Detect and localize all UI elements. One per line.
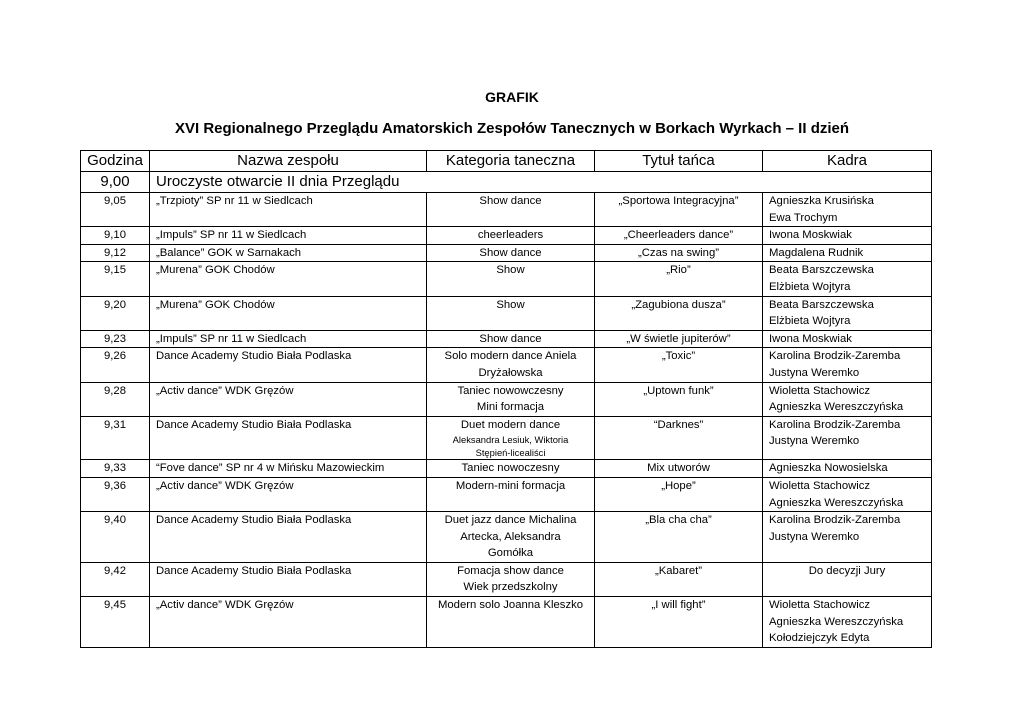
dance-title-cell: „Bla cha cha” — [595, 512, 763, 563]
cell-line: Agnieszka Wereszczyńska — [769, 401, 904, 414]
team-cell: „Activ dance” WDK Gręzów — [150, 597, 427, 648]
team-cell: „Balance” GOK w Sarnakach — [150, 244, 427, 262]
cell-line: Wioletta Stachowicz — [769, 599, 871, 612]
table-row — [81, 348, 932, 382]
dance-title-cell: “Darknes” — [595, 416, 763, 460]
table-row — [81, 262, 932, 296]
cell-line: Kołodziejczyk Edyta — [769, 632, 870, 645]
category-cell — [427, 416, 595, 460]
cell-line: Stępień-licealiści — [475, 447, 546, 459]
cell-line: Show — [496, 298, 525, 311]
time-cell: 9,33 — [81, 460, 150, 478]
opening-text: Uroczyste otwarcie II dnia Przeglądu — [150, 172, 932, 193]
category-cell — [427, 512, 595, 563]
cell-line: Modern-mini formacja — [455, 479, 566, 492]
table-row — [81, 330, 932, 348]
category-cell — [427, 460, 595, 478]
team-cell: „Activ dance” WDK Gręzów — [150, 477, 427, 511]
time-cell: 9,40 — [81, 512, 150, 563]
cell-line: Fomacja show dance — [457, 564, 564, 577]
header-category: Kategoria taneczna — [427, 151, 595, 172]
staff-cell — [763, 348, 932, 382]
category-cell — [427, 562, 595, 596]
team-cell: „Activ dance” WDK Gręzów — [150, 382, 427, 416]
staff-cell — [763, 227, 932, 245]
staff-cell — [763, 477, 932, 511]
cell-line: Justyna Weremko — [769, 530, 860, 543]
opening-row — [81, 172, 932, 193]
team-cell: „Trzpioty” SP nr 11 w Siedlcach — [150, 193, 427, 227]
table-row — [81, 382, 932, 416]
dance-title-cell: „Hope” — [595, 477, 763, 511]
time-cell: 9,23 — [81, 330, 150, 348]
document-title: GRAFIK — [485, 89, 539, 105]
staff-cell — [763, 296, 932, 330]
cell-line: Dryżałowska — [478, 366, 543, 379]
cell-line: Modern solo Joanna Kleszko — [437, 599, 584, 612]
cell-line: Iwona Moskwiak — [769, 332, 852, 345]
category-cell — [427, 330, 595, 348]
category-cell — [427, 597, 595, 648]
time-cell: 9,26 — [81, 348, 150, 382]
cell-line: Iwona Moskwiak — [769, 229, 852, 242]
dance-title-cell: „Toxic” — [595, 348, 763, 382]
cell-line: Agnieszka Krusińska — [769, 195, 874, 207]
header-dance-title: Tytuł tańca — [595, 151, 763, 172]
staff-cell — [763, 262, 932, 296]
dance-title-cell: „I will fight” — [595, 597, 763, 648]
table-row — [81, 597, 932, 648]
cell-line: Solo modern dance Aniela — [444, 350, 577, 363]
staff-cell — [763, 512, 932, 563]
time-cell: 9,10 — [81, 227, 150, 245]
table-row — [81, 416, 932, 460]
cell-line: Justyna Weremko — [769, 366, 860, 379]
cell-line: Show — [496, 264, 525, 277]
dance-title-cell: „Uptown funk” — [595, 382, 763, 416]
team-cell: Dance Academy Studio Biała Podlaska — [150, 416, 427, 460]
category-cell — [427, 348, 595, 382]
cell-line: cheerleaders — [477, 229, 544, 242]
staff-cell — [763, 382, 932, 416]
staff-cell — [763, 597, 932, 648]
document-subtitle: XVI Regionalnego Przeglądu Amatorskich Zespołów Tanecznych w Borkach Wyrkach – II dzień — [174, 120, 850, 137]
cell-line: Duet modern dance — [460, 418, 561, 431]
table-row — [81, 512, 932, 563]
time-cell: 9,12 — [81, 244, 150, 262]
cell-line: Wioletta Stachowicz — [769, 384, 871, 397]
team-cell: „Impuls” SP nr 11 w Siedlcach — [150, 227, 427, 245]
opening-time: 9,00 — [81, 172, 150, 193]
cell-line: Elżbieta Wojtyra — [769, 280, 851, 293]
table-row — [81, 227, 932, 245]
category-cell — [427, 227, 595, 245]
dance-title-cell: „Sportowa Integracyjna” — [595, 193, 763, 227]
team-cell: Dance Academy Studio Biała Podlaska — [150, 562, 427, 596]
cell-line: Karolina Brodzik-Zaremba — [769, 350, 901, 363]
time-cell: 9,42 — [81, 562, 150, 596]
cell-line: Agnieszka Wereszczyńska — [769, 615, 904, 628]
category-cell — [427, 382, 595, 416]
cell-line: Karolina Brodzik-Zaremba — [769, 418, 901, 431]
staff-cell — [763, 460, 932, 478]
time-cell: 9,45 — [81, 597, 150, 648]
dance-title-cell: „Cheerleaders dance” — [595, 227, 763, 245]
cell-line: Elżbieta Wojtyra — [769, 315, 851, 328]
cell-line: Show dance — [479, 246, 542, 259]
cell-line: Wiek przedszkolny — [463, 581, 558, 594]
staff-cell — [763, 244, 932, 262]
team-cell: Dance Academy Studio Biała Podlaska — [150, 348, 427, 382]
category-cell — [427, 477, 595, 511]
cell-line: Wioletta Stachowicz — [769, 479, 871, 492]
team-cell: „Murena” GOK Chodów — [150, 296, 427, 330]
cell-line: Agnieszka Wereszczyńska — [769, 496, 904, 509]
team-cell: „Murena” GOK Chodów — [150, 262, 427, 296]
dance-title-cell: „W świetle jupiterów” — [595, 330, 763, 348]
cell-line: Duet jazz dance Michalina — [444, 514, 577, 527]
category-cell — [427, 262, 595, 296]
cell-line: Show dance — [479, 195, 542, 207]
cell-line: Taniec nowoczesny — [461, 462, 560, 475]
table-row — [81, 562, 932, 596]
category-cell — [427, 296, 595, 330]
time-cell: 9,28 — [81, 382, 150, 416]
schedule-table — [80, 150, 932, 648]
dance-title-cell: „Zagubiona dusza” — [595, 296, 763, 330]
table-row — [81, 193, 932, 227]
cell-line: Do decyzji Jury — [808, 564, 886, 577]
header-staff: Kadra — [763, 151, 932, 172]
cell-line: Beata Barszczewska — [769, 298, 874, 311]
dance-title-cell: „Kabaret” — [595, 562, 763, 596]
header-time: Godzina — [81, 151, 150, 172]
staff-cell — [763, 330, 932, 348]
cell-line: Magdalena Rudnik — [769, 246, 864, 259]
cell-line: Beata Barszczewska — [769, 264, 874, 277]
header-team: Nazwa zespołu — [150, 151, 427, 172]
cell-line: Show dance — [479, 332, 542, 345]
time-cell: 9,05 — [81, 193, 150, 227]
cell-line: Aleksandra Lesiuk, Wiktoria — [452, 434, 569, 446]
staff-cell — [763, 416, 932, 460]
cell-line: Mini formacja — [476, 401, 545, 414]
dance-title-cell: Mix utworów — [595, 460, 763, 478]
category-cell — [427, 193, 595, 227]
time-cell: 9,31 — [81, 416, 150, 460]
cell-line: Taniec nowowczesny — [457, 384, 564, 397]
time-cell: 9,15 — [81, 262, 150, 296]
staff-cell — [763, 562, 932, 596]
table-row — [81, 460, 932, 478]
table-header-row — [81, 151, 932, 172]
cell-line: Artecka, Aleksandra — [460, 530, 561, 543]
table-row — [81, 296, 932, 330]
time-cell: 9,20 — [81, 296, 150, 330]
table-row — [81, 477, 932, 511]
dance-title-cell: „Rio” — [595, 262, 763, 296]
cell-line: Agnieszka Nowosielska — [769, 462, 888, 475]
team-cell: Dance Academy Studio Biała Podlaska — [150, 512, 427, 563]
dance-title-cell: „Czas na swing” — [595, 244, 763, 262]
category-cell — [427, 244, 595, 262]
cell-line: Gomółka — [487, 547, 534, 560]
cell-line: Justyna Weremko — [769, 435, 860, 448]
cell-line: Ewa Trochym — [769, 211, 838, 224]
table-row — [81, 244, 932, 262]
staff-cell — [763, 193, 932, 227]
cell-line: Karolina Brodzik-Zaremba — [769, 514, 901, 527]
time-cell: 9,36 — [81, 477, 150, 511]
team-cell: “Fove dance” SP nr 4 w Mińsku Mazowieckim — [150, 460, 427, 478]
team-cell: „Impuls” SP nr 11 w Siedlcach — [150, 330, 427, 348]
